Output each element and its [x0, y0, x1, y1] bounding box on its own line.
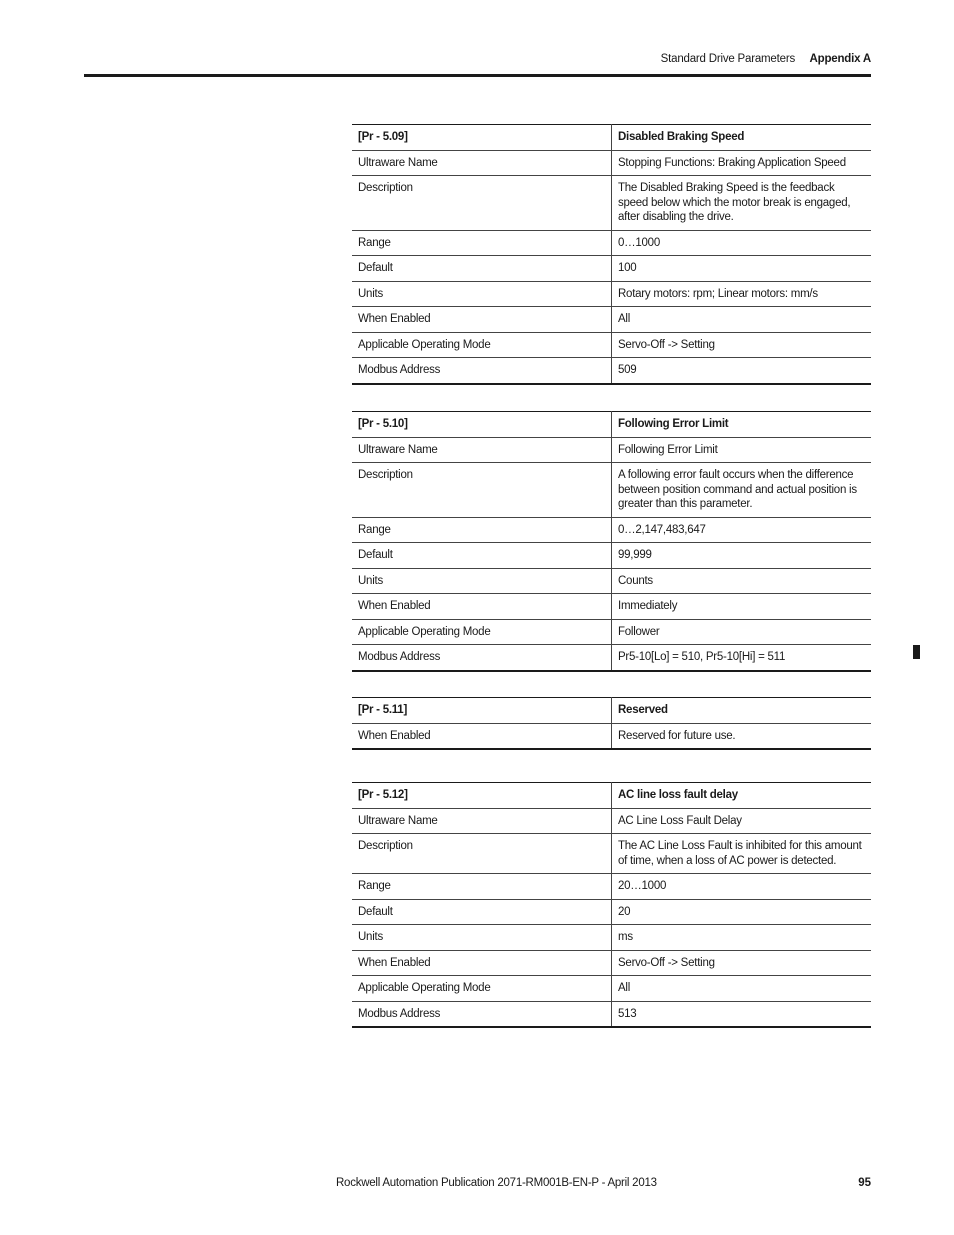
- table-header-row: [352, 783, 871, 809]
- header-rule: [84, 74, 871, 77]
- parameter-field-value: A following error fault occurs when the difference between position command and actual position is greater than this parameter.: [612, 463, 872, 518]
- table-row: [352, 150, 871, 176]
- footer-publication: Rockwell Automation Publication 2071-RM001B-EN-P - April 2013: [336, 1177, 657, 1189]
- parameter-field-label: Units: [352, 281, 612, 307]
- table-row: [352, 645, 871, 671]
- parameter-field-label: Modbus Address: [352, 645, 612, 671]
- parameter-field-value: 0…2,147,483,647: [612, 517, 872, 543]
- parameter-field-label: Range: [352, 874, 612, 900]
- parameter-field-label: Applicable Operating Mode: [352, 619, 612, 645]
- table-row: [352, 834, 871, 874]
- parameter-field-label: Ultraware Name: [352, 808, 612, 834]
- parameter-field-label: [Pr - 5.11]: [352, 698, 612, 724]
- parameter-field-label: Description: [352, 834, 612, 874]
- parameter-field-value: 20: [612, 899, 872, 925]
- parameter-field-label: Default: [352, 899, 612, 925]
- parameter-field-value: Reserved: [612, 698, 872, 724]
- table-row: [352, 899, 871, 925]
- parameter-field-label: Range: [352, 517, 612, 543]
- parameter-field-value: 20…1000: [612, 874, 872, 900]
- table-header-row: [352, 698, 871, 724]
- parameter-field-value: 0…1000: [612, 230, 872, 256]
- parameter-field-label: Applicable Operating Mode: [352, 976, 612, 1002]
- parameter-table: [352, 782, 871, 1028]
- table-row: [352, 463, 871, 518]
- parameter-field-value: Servo-Off -> Setting: [612, 332, 872, 358]
- parameter-table: [352, 124, 871, 385]
- parameter-field-label: Units: [352, 568, 612, 594]
- table-row: [352, 925, 871, 951]
- parameter-field-value: Following Error Limit: [612, 437, 872, 463]
- parameter-field-value: Rotary motors: rpm; Linear motors: mm/s: [612, 281, 872, 307]
- parameter-table: [352, 697, 871, 750]
- header-appendix-label: Appendix A: [809, 53, 871, 65]
- table-row: [352, 230, 871, 256]
- parameter-field-value: AC Line Loss Fault Delay: [612, 808, 872, 834]
- table-row: [352, 723, 871, 749]
- parameter-field-value: Following Error Limit: [612, 412, 872, 438]
- page-header: [84, 0, 871, 78]
- table-row: [352, 307, 871, 333]
- parameter-field-value: Stopping Functions: Braking Application Speed: [612, 150, 872, 176]
- table-row: [352, 281, 871, 307]
- table-header-row: [352, 125, 871, 151]
- table-row: [352, 594, 871, 620]
- parameter-field-label: When Enabled: [352, 723, 612, 749]
- parameter-field-value: AC line loss fault delay: [612, 783, 872, 809]
- table-row: [352, 976, 871, 1002]
- parameter-field-label: When Enabled: [352, 307, 612, 333]
- parameter-field-label: Ultraware Name: [352, 150, 612, 176]
- parameter-field-value: Follower: [612, 619, 872, 645]
- parameter-field-label: Ultraware Name: [352, 437, 612, 463]
- table-header-row: [352, 412, 871, 438]
- parameter-table: [352, 411, 871, 672]
- table-row: [352, 332, 871, 358]
- parameter-field-value: 100: [612, 256, 872, 282]
- header-section-title: Standard Drive Parameters: [660, 53, 795, 65]
- table-row: [352, 256, 871, 282]
- table-row: [352, 543, 871, 569]
- parameter-field-value: Disabled Braking Speed: [612, 125, 872, 151]
- parameter-field-label: When Enabled: [352, 594, 612, 620]
- table-row: [352, 1001, 871, 1027]
- table-row: [352, 358, 871, 384]
- parameter-field-label: Modbus Address: [352, 1001, 612, 1027]
- parameter-field-value: 513: [612, 1001, 872, 1027]
- parameter-field-label: [Pr - 5.10]: [352, 412, 612, 438]
- parameter-field-label: Applicable Operating Mode: [352, 332, 612, 358]
- table-row: [352, 568, 871, 594]
- parameter-field-value: 99,999: [612, 543, 872, 569]
- parameter-field-value: Counts: [612, 568, 872, 594]
- parameter-field-label: Description: [352, 463, 612, 518]
- parameter-field-value: 509: [612, 358, 872, 384]
- parameter-field-value: The AC Line Loss Fault is inhibited for this amount of time, when a loss of AC power is detected.: [612, 834, 872, 874]
- parameter-field-value: Pr5-10[Lo] = 510, Pr5-10[Hi] = 511: [612, 645, 872, 671]
- footer-page-number: 95: [858, 1177, 871, 1189]
- parameter-field-value: All: [612, 976, 872, 1002]
- parameter-field-value: ms: [612, 925, 872, 951]
- parameter-field-label: Units: [352, 925, 612, 951]
- parameter-field-value: Servo-Off -> Setting: [612, 950, 872, 976]
- table-row: [352, 808, 871, 834]
- parameter-field-label: [Pr - 5.09]: [352, 125, 612, 151]
- table-row: [352, 950, 871, 976]
- parameter-field-label: [Pr - 5.12]: [352, 783, 612, 809]
- chapter-side-marker: [913, 645, 920, 659]
- parameter-field-label: Range: [352, 230, 612, 256]
- parameter-field-value: The Disabled Braking Speed is the feedback speed below which the motor break is engaged, after disabling the drive.: [612, 176, 872, 231]
- parameter-field-label: Default: [352, 256, 612, 282]
- table-row: [352, 619, 871, 645]
- parameter-field-value: Immediately: [612, 594, 872, 620]
- parameter-field-label: Default: [352, 543, 612, 569]
- parameter-field-label: Modbus Address: [352, 358, 612, 384]
- table-row: [352, 437, 871, 463]
- parameter-field-value: Reserved for future use.: [612, 723, 872, 749]
- parameter-field-label: Description: [352, 176, 612, 231]
- table-row: [352, 874, 871, 900]
- table-row: [352, 517, 871, 543]
- table-row: [352, 176, 871, 231]
- parameter-field-label: When Enabled: [352, 950, 612, 976]
- parameter-field-value: All: [612, 307, 872, 333]
